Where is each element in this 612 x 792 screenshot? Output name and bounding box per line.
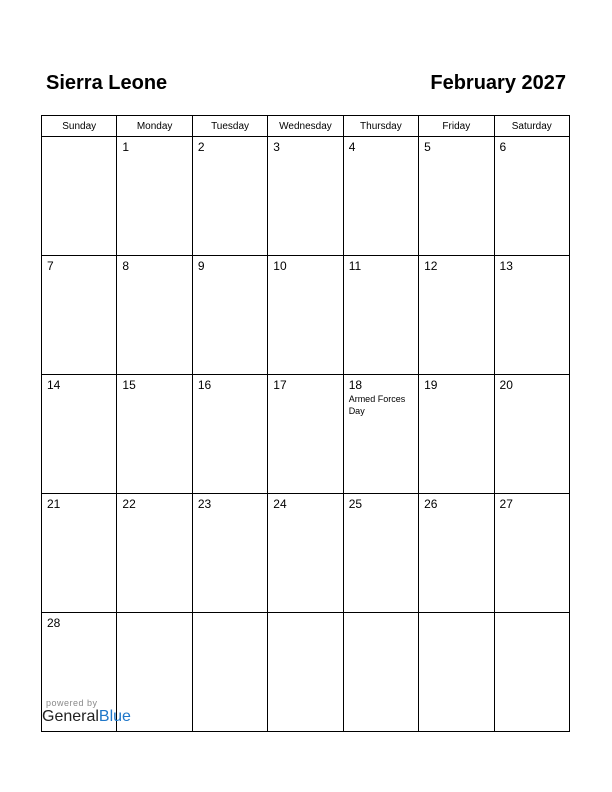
day-cell-21	[42, 494, 117, 613]
day-number: 20	[499, 378, 513, 392]
day-number: 13	[499, 259, 513, 273]
day-cell-25	[343, 494, 418, 613]
month-year-title: February 2027	[430, 72, 566, 94]
weekday-friday: Friday	[419, 116, 494, 137]
day-number: 11	[348, 259, 362, 273]
day-cell-3	[268, 137, 343, 256]
country-title: Sierra Leone	[46, 72, 168, 94]
empty-day-cell	[268, 613, 343, 732]
day-cell-5	[419, 137, 494, 256]
weekday-monday: Monday	[117, 116, 192, 137]
empty-day-cell	[192, 613, 267, 732]
day-cell-14	[42, 375, 117, 494]
day-number: 22	[122, 497, 136, 511]
day-number: 14	[47, 378, 61, 392]
logo-blue-text: Blue	[98, 708, 131, 725]
week-row	[42, 256, 570, 375]
week-row	[42, 137, 570, 256]
day-cell-12	[419, 256, 494, 375]
day-number: 8	[122, 259, 130, 273]
day-number: 25	[348, 497, 363, 511]
day-number: 7	[47, 259, 54, 273]
day-number: 24	[273, 497, 287, 511]
calendar-grid	[41, 115, 570, 732]
day-number: 3	[273, 140, 280, 154]
weekday-saturday: Saturday	[494, 116, 569, 137]
day-number: 9	[197, 259, 205, 273]
empty-day-cell	[494, 613, 569, 732]
weekday-header-row	[42, 116, 570, 137]
weekday-wednesday: Wednesday	[268, 116, 343, 137]
day-cell-9	[192, 256, 267, 375]
day-number: 28	[47, 616, 61, 630]
day-cell-6	[494, 137, 569, 256]
holiday-label: Armed Forces Day	[348, 394, 406, 416]
week-row	[42, 375, 570, 494]
day-number: 23	[197, 497, 212, 511]
day-number: 16	[197, 378, 212, 392]
day-cell-18	[343, 375, 418, 494]
powered-by-text: powered by	[46, 698, 98, 708]
generalblue-logo	[42, 708, 131, 726]
day-cell-16	[192, 375, 267, 494]
day-number: 12	[424, 259, 438, 273]
day-cell-2	[192, 137, 267, 256]
day-cell-15	[117, 375, 192, 494]
logo-general-text: General	[42, 708, 99, 725]
day-cell-8	[117, 256, 192, 375]
day-number: 10	[273, 259, 287, 273]
day-number: 2	[197, 140, 205, 154]
day-cell-20	[494, 375, 569, 494]
weekday-sunday: Sunday	[42, 116, 117, 137]
weekday-thursday: Thursday	[343, 116, 418, 137]
day-number: 27	[499, 497, 513, 511]
day-number: 5	[424, 140, 431, 154]
day-cell-4	[343, 137, 418, 256]
day-cell-17	[268, 375, 343, 494]
empty-day-cell	[419, 613, 494, 732]
day-number: 1	[122, 140, 130, 154]
day-cell-13	[494, 256, 569, 375]
day-number: 15	[122, 378, 136, 392]
day-number: 4	[348, 140, 356, 154]
day-cell-22	[117, 494, 192, 613]
empty-day-cell	[343, 613, 418, 732]
week-row	[42, 494, 570, 613]
empty-day-cell	[42, 137, 117, 256]
day-cell-24	[268, 494, 343, 613]
day-number: 26	[424, 497, 438, 511]
day-number: 6	[499, 140, 507, 154]
day-cell-26	[419, 494, 494, 613]
day-number: 21	[47, 497, 61, 511]
weekday-tuesday: Tuesday	[192, 116, 267, 137]
day-number: 18	[348, 378, 363, 392]
day-cell-11	[343, 256, 418, 375]
day-number: 17	[273, 378, 287, 392]
day-cell-7	[42, 256, 117, 375]
day-cell-10	[268, 256, 343, 375]
day-cell-19	[419, 375, 494, 494]
day-cell-23	[192, 494, 267, 613]
day-number: 19	[424, 378, 438, 392]
day-cell-1	[117, 137, 192, 256]
day-cell-27	[494, 494, 569, 613]
